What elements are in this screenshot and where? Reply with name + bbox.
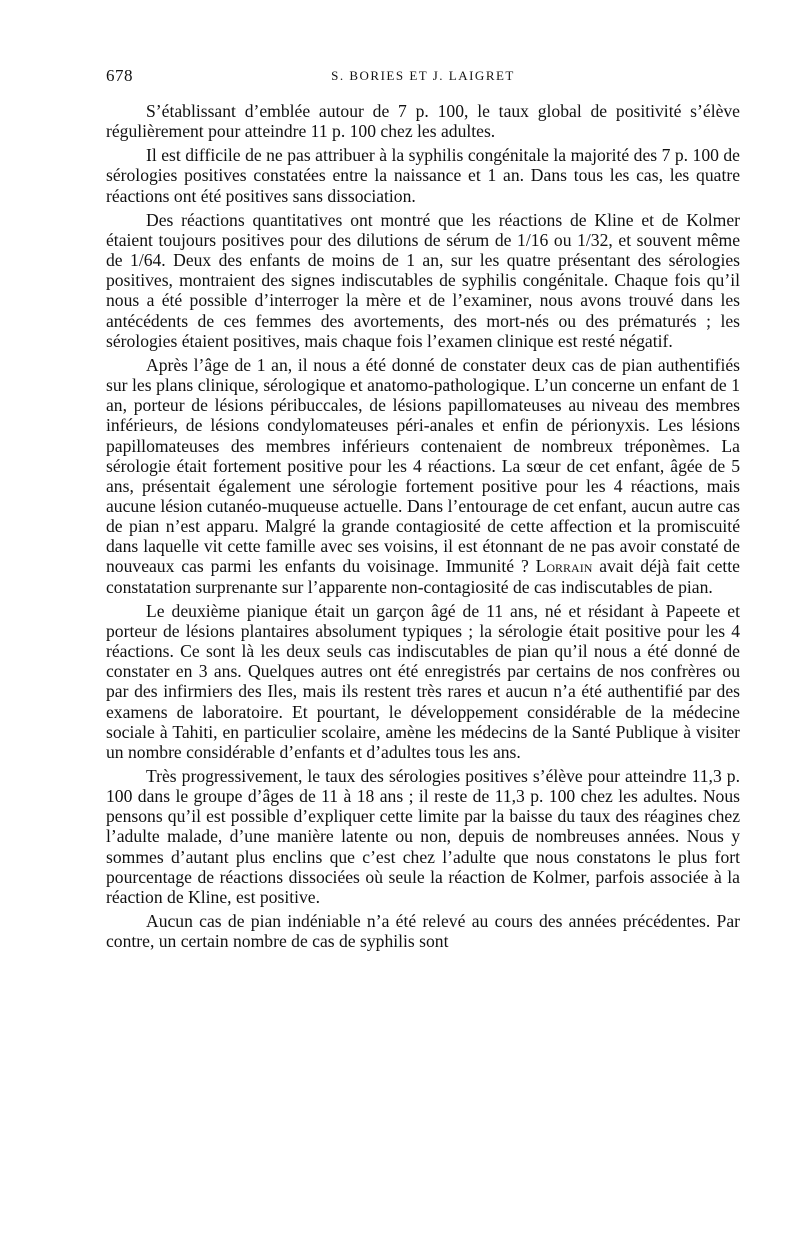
paragraph: S’établissant d’emblée autour de 7 p. 100, le taux global de positivité s’élève régulièrement pour atteindre 11 p. 100 chez les adultes.	[106, 101, 740, 142]
page-header	[106, 66, 740, 90]
paragraph: Le deuxième pianique était un garçon âgé de 11 ans, né et résidant à Papeete et porteur de lésions plantaires absolument typiques ; la sérologie était positive pour les 4 réactions. Ce sont là les deux seuls cas indiscutables de pian qu’il nous a été donné de constater en 3 ans. Quelques autres ont été enregistrés par certains de nos confrères ou par des infirmiers des Iles, mais ils restent très rares et aucun n’a été authentifié par des examens de laboratoire. Et pourtant, le développement considérable de la médecine sociale à Tahiti, en particulier scolaire, amène les médecins de la Santé Publique à visiter un nombre considérable d’enfants et d’adultes tous les ans.	[106, 600, 740, 762]
paragraph: Très progressivement, le taux des sérologies positives s’élève pour atteindre 11,3 p. 100 dans le groupe d’âges de 11 à 18 ans ; il reste de 11,3 p. 100 chez les adultes. Nous pensons qu’il est possible d’expliquer cette limite par la baisse du taux des réagines chez l’adulte malade, d’une manière latente ou non, depuis de nombreuses années. Nous y sommes d’autant plus enclins que c’est chez l’adulte que nous constatons le plus fort pourcentage de réactions dissociées où seule la réaction de Kolmer, parfois associée à la réaction de Kline, est positive.	[106, 766, 740, 907]
paragraph: Aucun cas de pian indéniable n’a été relevé au cours des années précédentes. Par contre, un certain nombre de cas de syphilis sont	[106, 911, 740, 952]
body-text	[106, 101, 740, 955]
paragraph: Des réactions quantitatives ont montré que les réactions de Kline et de Kolmer étaient toujours positives pour des dilutions de sérum de 1/16 ou 1/32, et souvent même de 1/64. Deux des enfants de moins de 1 an, sur les quatre présentant des sérologies positives, montraient des signes indiscutables de syphilis congénitale. Chaque fois qu’il nous a été possible d’interroger la mère et de l’examiner, nous avons trouvé dans les antécédents de ces femmes des avortements, des mort-nés ou des prématurés ; les sérologies étaient positives, mais chaque fois l’examen clinique est resté négatif.	[106, 209, 740, 351]
paragraph-text: avait déjà fait cette constatation surprenante sur l’apparente non-contagiosité de cas indiscutables de pian.	[106, 556, 740, 597]
paragraph-text: Après l’âge de 1 an, il nous a été donné de constater deux cas de pian authentifiés sur les plans clinique, sérologique et anatomo-pathologique. L’un concerne un enfant de 1 an, porteur de lésions péribuccales, de lésions papillomateuses au niveau des membres inférieurs, de lésions condylomateuses péri-anales et enfin de périonyxis. Les lésions papillomateuses des membres inférieurs contenaient de nombreux tréponèmes. La sérologie était fortement positive pour les 4 réactions. La sœur de cet enfant, âgée de 5 ans, présentait également une sérologie fortement positive pour les 4 réactions, mais aucune lésion cutanéo-muqueuse actuelle. Dans l’entourage de cet enfant, aucun autre cas de pian n’est apparu. Malgré la grande contagiosité de cette affection et la promiscuité dans laquelle vit cette famille avec ses voisins, il est étonnant de ne pas avoir constaté de nouveaux cas parmi les enfants du voisinage. Immunité ?	[106, 354, 740, 577]
page-number: 678	[106, 66, 133, 85]
running-head: S. BORIES ET J. LAIGRET	[331, 68, 515, 83]
author-name: Lorrain	[535, 556, 593, 577]
paragraph	[106, 355, 740, 597]
paragraph: Il est difficile de ne pas attribuer à la syphilis congénitale la majorité des 7 p. 100 de sérologies positives constatées entre la naissance et 1 an. Dans tous les cas, les quatre réactions ont été positives sans dissociation.	[106, 145, 740, 206]
